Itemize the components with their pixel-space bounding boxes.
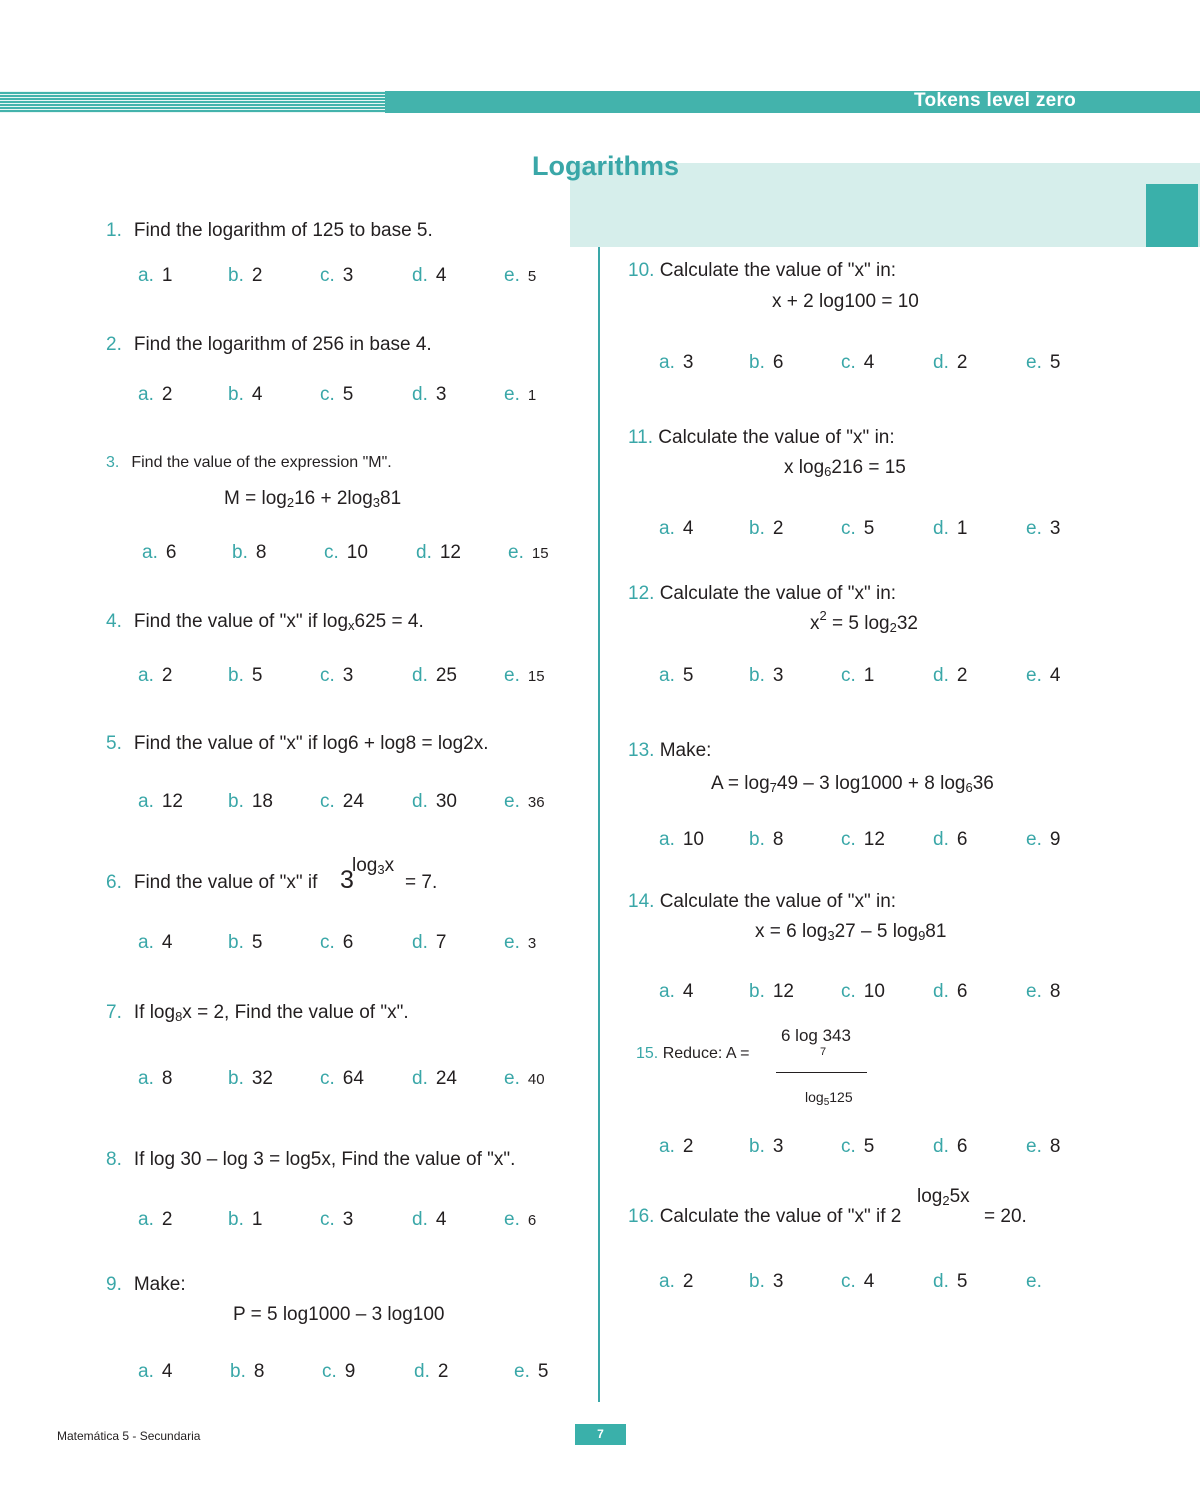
q10-option-c[interactable]: c. 4 bbox=[841, 352, 875, 373]
q11-option-a[interactable]: a. 4 bbox=[659, 518, 694, 539]
question-15 bbox=[636, 1045, 749, 1063]
q2-option-d[interactable]: d. 3 bbox=[412, 384, 447, 405]
q15-numerator-sub: 7 bbox=[820, 1046, 827, 1058]
q8-option-a[interactable]: a. 2 bbox=[138, 1209, 173, 1230]
question-text: Calculate the value of "x" in: bbox=[659, 583, 897, 604]
q9-option-b[interactable]: b. 8 bbox=[230, 1361, 265, 1382]
header-tag: Tokens level zero bbox=[914, 90, 1077, 111]
question-text: Calculate the value of "x" if 2 bbox=[659, 1206, 902, 1227]
q8-option-e[interactable]: e. 6 bbox=[504, 1209, 537, 1230]
question-number: 9. bbox=[106, 1274, 122, 1295]
q16-tail: = 20. bbox=[984, 1206, 1027, 1227]
q11-option-d[interactable]: d. 1 bbox=[933, 518, 968, 539]
q13-option-a[interactable]: a. 10 bbox=[659, 829, 704, 850]
q6-tail: = 7. bbox=[405, 872, 438, 893]
q9-option-c[interactable]: c. 9 bbox=[322, 1361, 356, 1382]
q16-option-e[interactable]: e. bbox=[1026, 1271, 1042, 1292]
q4-option-d[interactable]: d. 25 bbox=[412, 665, 457, 686]
q10-option-b[interactable]: b. 6 bbox=[749, 352, 784, 373]
q1-option-e[interactable]: e. 5 bbox=[504, 265, 537, 286]
q13-equation: $A = \log_749 - 3$ log1000 + 8 $\log_636$ bbox=[711, 773, 994, 795]
question-5 bbox=[106, 733, 489, 755]
q14-option-a[interactable]: a. 4 bbox=[659, 981, 694, 1002]
q16-option-c[interactable]: c. 4 bbox=[841, 1271, 875, 1292]
question-10 bbox=[628, 260, 896, 282]
title-accent-square bbox=[1146, 184, 1198, 247]
q11-option-c[interactable]: c. 5 bbox=[841, 518, 875, 539]
question-text: Make: bbox=[659, 740, 712, 761]
question-3 bbox=[106, 454, 392, 472]
q7-option-c[interactable]: c. 64 bbox=[320, 1068, 364, 1089]
q3-option-a[interactable]: a. 6 bbox=[142, 542, 177, 563]
q15-fraction-bar bbox=[776, 1072, 867, 1073]
question-text: If log 30 – log 3 = log5x, Find the value of "x". bbox=[133, 1149, 516, 1170]
q8-option-d[interactable]: d. 4 bbox=[412, 1209, 447, 1230]
question-number: 4. bbox=[106, 611, 122, 632]
question-7: 7. If $\log_8x = 2$, Find the value of "x". bbox=[106, 1002, 409, 1024]
q5-option-c[interactable]: c. 24 bbox=[320, 791, 364, 812]
q4-option-a[interactable]: a. 2 bbox=[138, 665, 173, 686]
q5-option-a[interactable]: a. 12 bbox=[138, 791, 183, 812]
q1-option-a[interactable]: a. 1 bbox=[138, 265, 173, 286]
q6-exponent-base: 3 bbox=[340, 866, 354, 894]
q6-option-c[interactable]: c. 6 bbox=[320, 932, 354, 953]
question-number: 10. bbox=[628, 260, 655, 281]
question-number: 16. bbox=[628, 1206, 655, 1227]
q10-option-d[interactable]: d. 2 bbox=[933, 352, 968, 373]
question-text: Find the value of "x" if bbox=[133, 872, 318, 893]
question-number: 3. bbox=[106, 454, 120, 471]
question-text: Find the value of "x" if log6 + log8 = log2x. bbox=[133, 733, 489, 754]
question-text: Make: bbox=[133, 1274, 186, 1295]
question-6 bbox=[106, 872, 317, 894]
q10-option-a[interactable]: a. 3 bbox=[659, 352, 694, 373]
q2-option-e[interactable]: e. 1 bbox=[504, 384, 537, 405]
question-number: 7. bbox=[106, 1002, 122, 1023]
q9-option-e[interactable]: e. 5 bbox=[514, 1361, 549, 1382]
q11-option-b[interactable]: b. 2 bbox=[749, 518, 784, 539]
question-16 bbox=[628, 1206, 901, 1228]
q4-option-b[interactable]: b. 5 bbox=[228, 665, 263, 686]
question-number: 11. bbox=[628, 427, 654, 448]
question-number: 15. bbox=[636, 1045, 659, 1062]
q6-exponent: $\log_3x$ bbox=[352, 855, 395, 877]
q13-option-c[interactable]: c. 12 bbox=[841, 829, 885, 850]
question-text: If log bbox=[133, 1002, 176, 1023]
question-text: Find the value of "x" if log bbox=[133, 611, 349, 632]
q15-option-d[interactable]: d. 6 bbox=[933, 1136, 968, 1157]
q2-option-a[interactable]: a. 2 bbox=[138, 384, 173, 405]
footer-book-title: Matemática 5 - Secundaria bbox=[57, 1429, 201, 1443]
header-band-stripes bbox=[0, 91, 385, 113]
q15-denominator: $\log_5125$ bbox=[805, 1089, 853, 1108]
q6-option-d[interactable]: d. 7 bbox=[412, 932, 447, 953]
q3-option-e[interactable]: e. 15 bbox=[508, 542, 549, 563]
q16-option-d[interactable]: d. 5 bbox=[933, 1271, 968, 1292]
question-text: Calculate the value of "x" in: bbox=[658, 427, 895, 448]
q2-option-c[interactable]: c. 5 bbox=[320, 384, 354, 405]
q4-option-e[interactable]: e. 15 bbox=[504, 665, 545, 686]
question-text: Reduce: A = bbox=[662, 1045, 750, 1062]
q7-option-e[interactable]: e. 40 bbox=[504, 1068, 545, 1089]
q14-option-e[interactable]: e. 8 bbox=[1026, 981, 1061, 1002]
q2-option-b[interactable]: b. 4 bbox=[228, 384, 263, 405]
q7-option-a[interactable]: a. 8 bbox=[138, 1068, 173, 1089]
question-number: 6. bbox=[106, 872, 122, 893]
question-4: 4. Find the value of "x" if $\log_x625 = 4$. bbox=[106, 611, 424, 633]
q15-option-b[interactable]: b. 3 bbox=[749, 1136, 784, 1157]
q12-option-d[interactable]: d. 2 bbox=[933, 665, 968, 686]
question-text: Find the logarithm of 125 to base 5. bbox=[133, 220, 433, 241]
page-title: Logarithms bbox=[532, 151, 680, 181]
q15-option-e[interactable]: e. 8 bbox=[1026, 1136, 1061, 1157]
q13-option-d[interactable]: d. 6 bbox=[933, 829, 968, 850]
q3-option-b[interactable]: b. 8 bbox=[232, 542, 267, 563]
question-number: 12. bbox=[628, 583, 655, 604]
q4-option-c[interactable]: c. 3 bbox=[320, 665, 354, 686]
q9-equation: P = 5 log1000 – 3 log100 bbox=[233, 1304, 445, 1325]
question-text: Find the logarithm of 256 in base 4. bbox=[133, 334, 432, 355]
question-11 bbox=[628, 427, 895, 449]
question-13 bbox=[628, 740, 711, 762]
q8-option-c[interactable]: c. 3 bbox=[320, 1209, 354, 1230]
q5-option-d[interactable]: d. 30 bbox=[412, 791, 457, 812]
q9-option-a[interactable]: a. 4 bbox=[138, 1361, 173, 1382]
question-12 bbox=[628, 583, 896, 605]
question-8 bbox=[106, 1149, 515, 1171]
question-text: Calculate the value of "x" in: bbox=[659, 891, 897, 912]
q3-equation: $M = \log_216 + 2\log_381$ bbox=[224, 488, 402, 510]
question-number: 8. bbox=[106, 1149, 122, 1170]
q12-option-c[interactable]: c. 1 bbox=[841, 665, 875, 686]
q16-exponent: $\log_25x$ bbox=[917, 1186, 970, 1208]
q14-option-c[interactable]: c. 10 bbox=[841, 981, 885, 1002]
question-1 bbox=[106, 220, 433, 242]
q6-option-e[interactable]: e. 3 bbox=[504, 932, 537, 953]
q9-option-d[interactable]: d. 2 bbox=[414, 1361, 449, 1382]
question-number: 1. bbox=[106, 220, 122, 241]
question-2 bbox=[106, 334, 432, 356]
question-number: 14. bbox=[628, 891, 655, 912]
q3-option-c[interactable]: c. 10 bbox=[324, 542, 368, 563]
q12-option-b[interactable]: b. 3 bbox=[749, 665, 784, 686]
q1-option-d[interactable]: d. 4 bbox=[412, 265, 447, 286]
q12-option-a[interactable]: a. 5 bbox=[659, 665, 694, 686]
question-text: Find the value of the expression "M". bbox=[131, 454, 392, 471]
q15-option-c[interactable]: c. 5 bbox=[841, 1136, 875, 1157]
column-divider bbox=[598, 247, 600, 1402]
question-9 bbox=[106, 1274, 186, 1296]
q1-option-c[interactable]: c. 3 bbox=[320, 265, 354, 286]
q10-option-e[interactable]: e. 5 bbox=[1026, 352, 1061, 373]
question-number: 5. bbox=[106, 733, 122, 754]
q11-option-e[interactable]: e. 3 bbox=[1026, 518, 1061, 539]
q6-option-b[interactable]: b. 5 bbox=[228, 932, 263, 953]
q16-option-b[interactable]: b. 3 bbox=[749, 1271, 784, 1292]
q10-equation: x + 2 log100 = 10 bbox=[772, 291, 919, 312]
q11-equation: x $\log_6216 = 15$ bbox=[784, 457, 906, 479]
q8-option-b[interactable]: b. 1 bbox=[228, 1209, 263, 1230]
page-number: 7 bbox=[575, 1424, 626, 1445]
q14-option-d[interactable]: d. 6 bbox=[933, 981, 968, 1002]
q13-option-b[interactable]: b. 8 bbox=[749, 829, 784, 850]
q6-option-a[interactable]: a. 4 bbox=[138, 932, 173, 953]
question-number: 2. bbox=[106, 334, 122, 355]
q12-equation: $x^2 = 5$ $\log_232$ bbox=[810, 608, 918, 635]
q14-option-b[interactable]: b. 12 bbox=[749, 981, 794, 1002]
q5-option-b[interactable]: b. 18 bbox=[228, 791, 273, 812]
q15-option-a[interactable]: a. 2 bbox=[659, 1136, 694, 1157]
q7-option-d[interactable]: d. 24 bbox=[412, 1068, 457, 1089]
q7-option-b[interactable]: b. 32 bbox=[228, 1068, 273, 1089]
question-number: 13. bbox=[628, 740, 655, 761]
question-14 bbox=[628, 891, 896, 913]
q12-option-e[interactable]: e. 4 bbox=[1026, 665, 1061, 686]
q13-option-e[interactable]: e. 9 bbox=[1026, 829, 1061, 850]
q3-option-d[interactable]: d. 12 bbox=[416, 542, 461, 563]
q16-option-a[interactable]: a. 2 bbox=[659, 1271, 694, 1292]
q14-equation: x = 6 $\log_327 - 5$ $\log_981$ bbox=[755, 921, 947, 943]
q15-numerator: 6 log 343 bbox=[781, 1026, 851, 1045]
q1-option-b[interactable]: b. 2 bbox=[228, 265, 263, 286]
question-text: Calculate the value of "x" in: bbox=[659, 260, 897, 281]
q5-option-e[interactable]: e. 36 bbox=[504, 791, 545, 812]
